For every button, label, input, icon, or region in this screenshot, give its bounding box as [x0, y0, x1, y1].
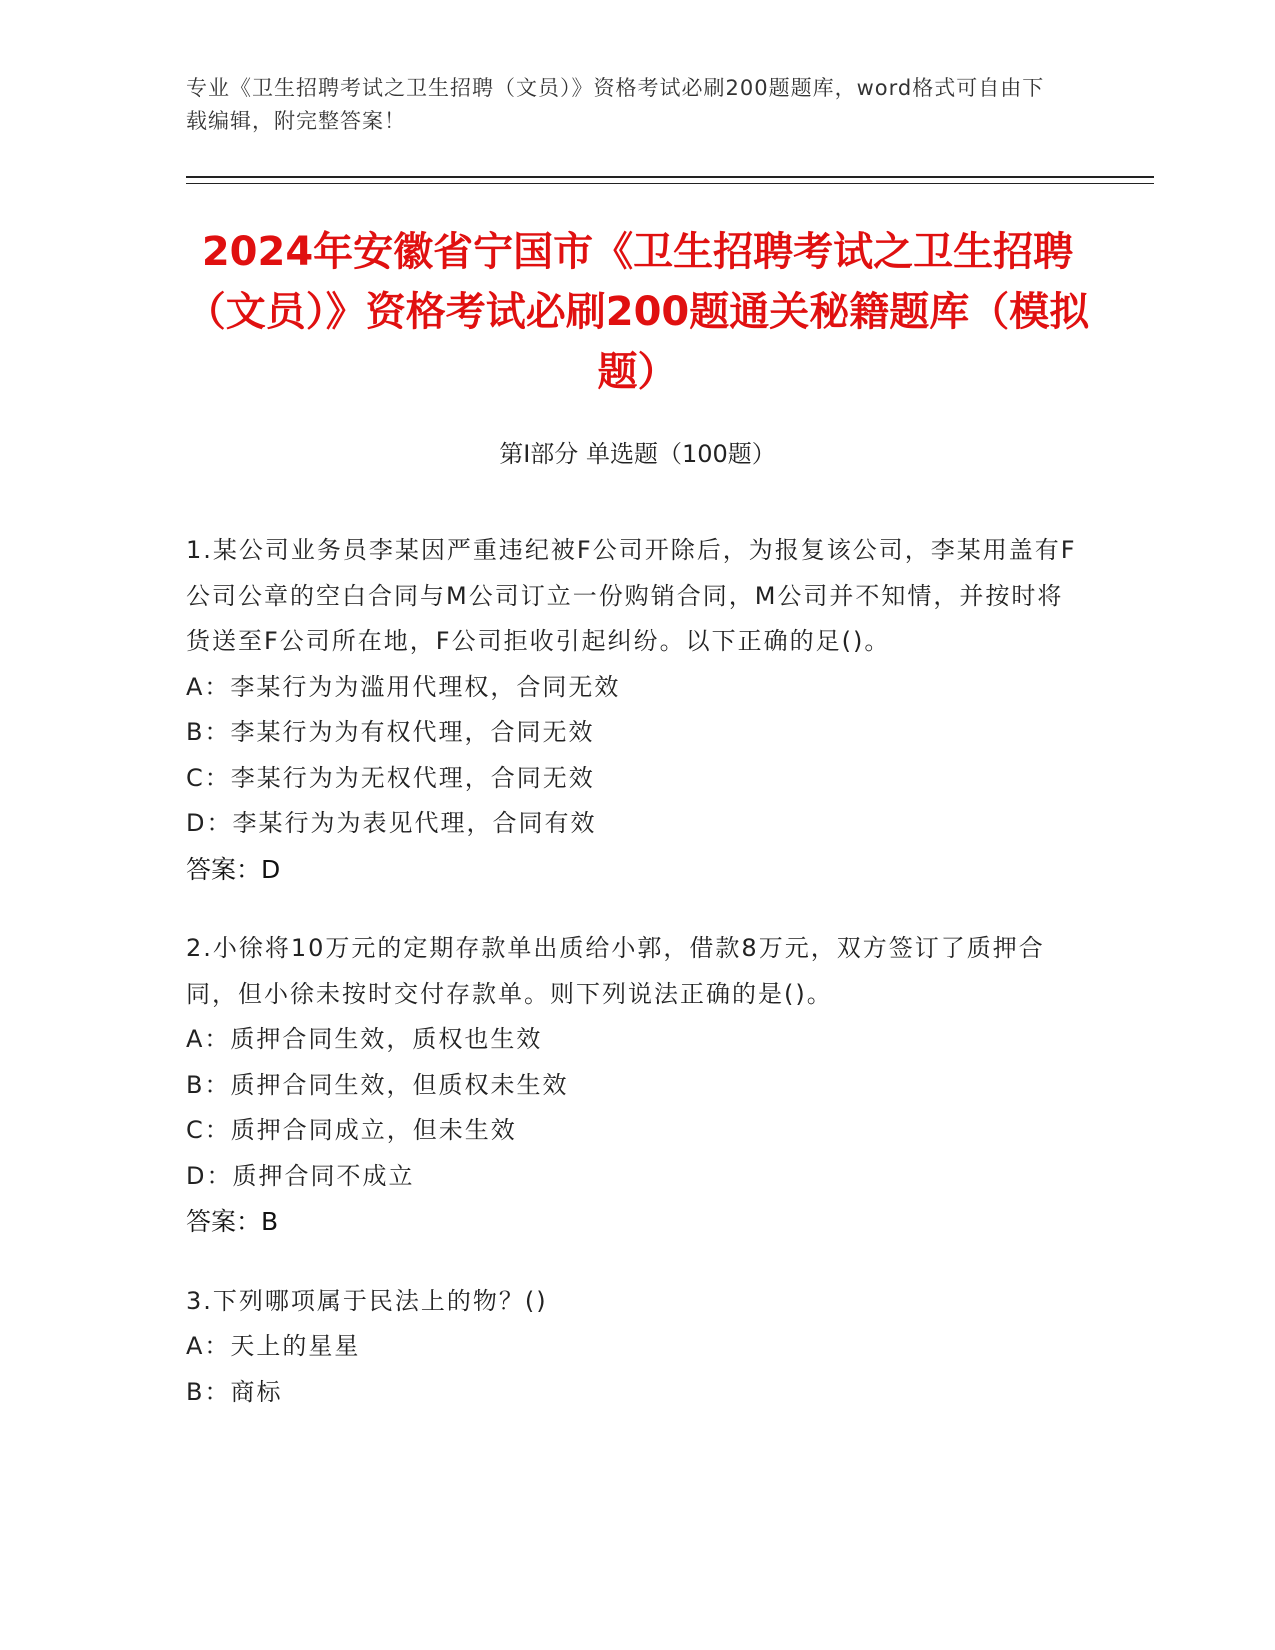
option-a: A：天上的星星 — [186, 1332, 361, 1360]
option-d: D：质押合同不成立 — [186, 1161, 415, 1190]
option-d: D：李某行为为表见代理，合同有效 — [186, 809, 597, 837]
option-c: C：李某行为为无权代理，合同无效 — [186, 763, 595, 792]
option-c: C：质押合同成立，但未生效 — [186, 1116, 517, 1144]
answer: 答案：B — [186, 1207, 279, 1236]
header-divider-thick — [186, 176, 1154, 178]
header-divider-thin — [186, 183, 1154, 184]
question-list — [186, 528, 1086, 1449]
question-stem: 1.某公司业务员李某因严重违纪被F公司开除后，为报复该公司，李某用盖有F公司公章的空白合同与M公司订立一份购销合同，M公司并不知情，并按时将货送至F公司所在地，F公司拒收引起纠纷。以下正确的足()。 — [186, 536, 1077, 655]
question-1 — [186, 528, 1086, 892]
question-2 — [186, 926, 1086, 1245]
option-b: B：李某行为为有权代理，合同无效 — [186, 718, 595, 746]
option-b: B：质押合同生效，但质权未生效 — [186, 1070, 569, 1099]
question-stem: 3.下列哪项属于民法上的物？() — [186, 1286, 548, 1315]
answer: 答案：D — [186, 854, 281, 884]
question-stem: 2.小徐将10万元的定期存款单出质给小郭，借款8万元，双方签订了质押合同，但小徐未按时交付存款单。则下列说法正确的是()。 — [186, 934, 1045, 1008]
option-a: A：质押合同生效，质权也生效 — [186, 1025, 543, 1053]
document-title: 2024年安徽省宁国市《卫生招聘考试之卫生招聘（文员）》资格考试必刷200题通关秘籍题库（模拟题） — [185, 229, 1090, 395]
document-header-note: 专业《卫生招聘考试之卫生招聘（文员）》资格考试必刷200题题库，word格式可自由下载编辑，附完整答案！ — [186, 76, 1045, 133]
option-a: A：李某行为为滥用代理权，合同无效 — [186, 672, 621, 701]
question-3 — [186, 1279, 1086, 1416]
option-b: B：商标 — [186, 1377, 283, 1406]
section-heading: 第Ⅰ部分 单选题（100题） — [499, 440, 776, 468]
